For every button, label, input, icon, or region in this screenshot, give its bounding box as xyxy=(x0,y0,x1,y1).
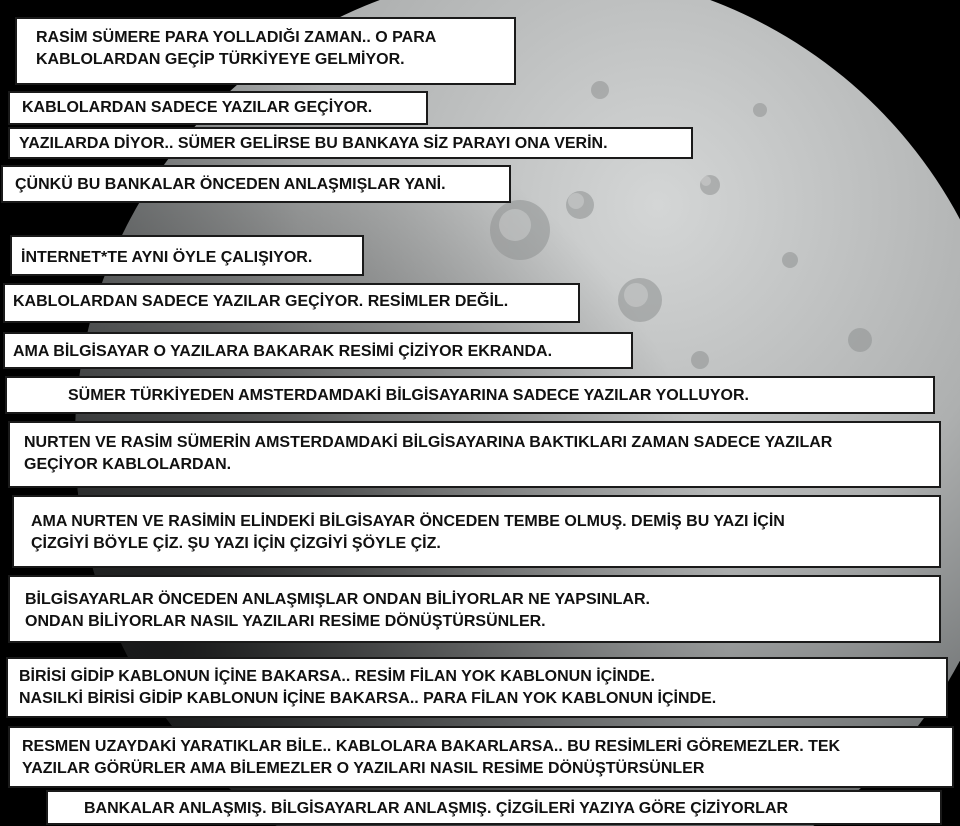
caption-box xyxy=(15,17,516,85)
caption-line: NURTEN VE RASİM SÜMERİN AMSTERDAMDAKİ BİLGİSAYARINA BAKTIKLARI ZAMAN SADECE YAZILAR xyxy=(24,434,833,451)
caption-line: SÜMER TÜRKİYEDEN AMSTERDAMDAKİ BİLGİSAYARINA SADECE YAZILAR YOLLUYOR. xyxy=(68,387,749,404)
caption-line: RASİM SÜMERE PARA YOLLADIĞI ZAMAN.. O PARA xyxy=(36,29,437,46)
caption-box xyxy=(46,790,942,825)
caption-line: RESMEN UZAYDAKİ YARATIKLAR BİLE.. KABLOLARA BAKARLARSA.. BU RESİMLERİ GÖREMEZLER. TEK xyxy=(22,738,841,755)
caption-line: KABLOLARDAN SADECE YAZILAR GEÇİYOR. RESİMLER DEĞİL. xyxy=(13,293,509,310)
caption-box xyxy=(10,235,364,276)
caption-line: YAZILAR GÖRÜRLER AMA BİLEMEZLER O YAZILARI NASIL RESİME DÖNÜŞTÜRSÜNLER xyxy=(22,760,705,777)
caption-line: ÇİZGİYİ BÖYLE ÇİZ. ŞU YAZI İÇİN ÇİZGİYİ ŞÖYLE ÇİZ. xyxy=(31,535,441,552)
caption-line: AMA BİLGİSAYAR O YAZILARA BAKARAK RESİMİ ÇİZİYOR EKRANDA. xyxy=(13,343,553,360)
caption-box xyxy=(3,283,580,323)
caption-line: ÇÜNKÜ BU BANKALAR ÖNCEDEN ANLAŞMIŞLAR YANİ. xyxy=(15,176,446,193)
caption-box xyxy=(8,91,428,125)
caption-box xyxy=(8,127,693,159)
caption-line: AMA NURTEN VE RASİMİN ELİNDEKİ BİLGİSAYAR ÖNCEDEN TEMBE OLMUŞ. DEMİŞ BU YAZI İÇİN xyxy=(31,513,785,530)
caption-line: ONDAN BİLİYORLAR NASIL YAZILARI RESİME DÖNÜŞTÜRSÜNLER. xyxy=(25,613,546,630)
caption-box xyxy=(12,495,941,568)
caption-line: KABLOLARDAN SADECE YAZILAR GEÇİYOR. xyxy=(22,99,373,116)
caption-line: KABLOLARDAN GEÇİP TÜRKİYEYE GELMİYOR. xyxy=(36,51,405,68)
caption-line: BANKALAR ANLAŞMIŞ. BİLGİSAYARLAR ANLAŞMIŞ. ÇİZGİLERİ YAZIYA GÖRE ÇİZİYORLAR xyxy=(84,800,789,817)
caption-line: GEÇİYOR KABLOLARDAN. xyxy=(24,456,232,473)
caption-line: YAZILARDA DİYOR.. SÜMER GELİRSE BU BANKAYA SİZ PARAYI ONA VERİN. xyxy=(19,135,608,152)
caption-box xyxy=(1,165,511,203)
caption-box xyxy=(8,421,941,488)
caption-box xyxy=(8,726,954,788)
caption-line: NASILKİ BİRİSİ GİDİP KABLONUN İÇİNE BAKARSA.. PARA FİLAN YOK KABLONUN İÇİNDE. xyxy=(19,690,717,707)
caption-box xyxy=(3,332,633,369)
caption-line: BİRİSİ GİDİP KABLONUN İÇİNE BAKARSA.. RESİM FİLAN YOK KABLONUN İÇİNDE. xyxy=(19,668,655,685)
caption-line: BİLGİSAYARLAR ÖNCEDEN ANLAŞMIŞLAR ONDAN BİLİYORLAR NE YAPSINLAR. xyxy=(25,591,650,608)
caption-box xyxy=(5,376,935,414)
caption-line: İNTERNET*TE AYNI ÖYLE ÇALIŞIYOR. xyxy=(21,249,313,266)
caption-box xyxy=(8,575,941,643)
caption-box xyxy=(6,657,948,718)
